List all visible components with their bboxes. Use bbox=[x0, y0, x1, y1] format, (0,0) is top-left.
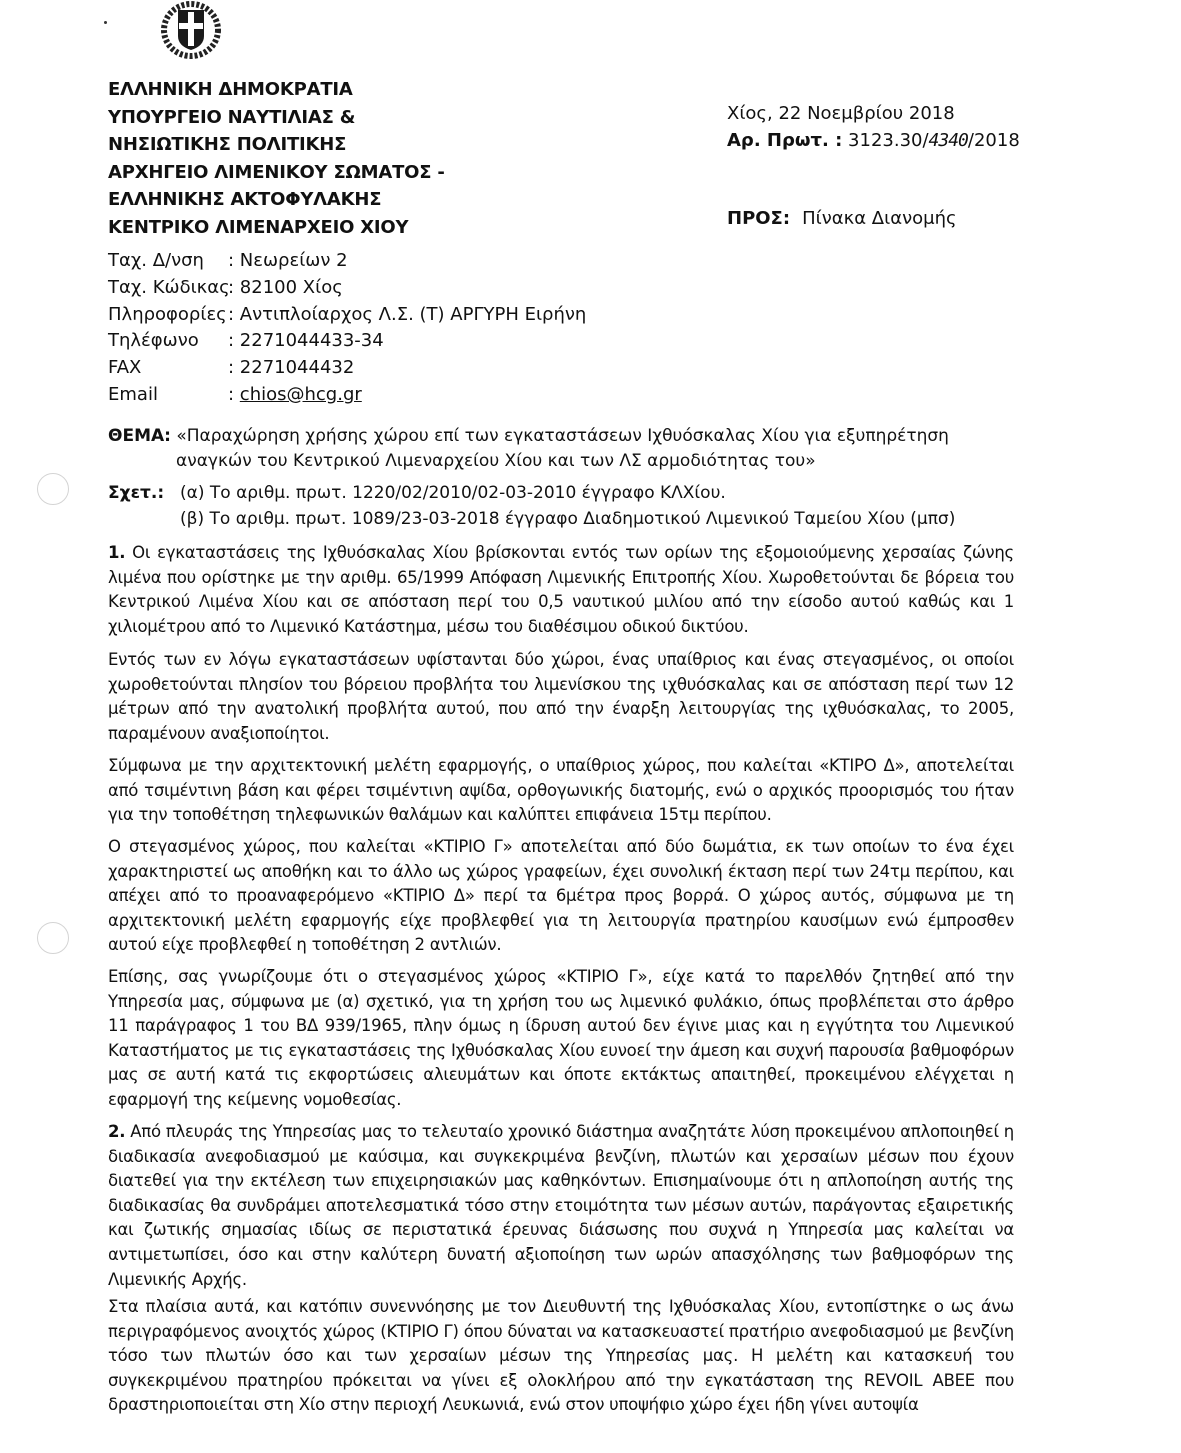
contact-label: FAX bbox=[108, 357, 142, 379]
authority-line: ΚΕΝΤΡΙΚΟ ΛΙΜΕΝΑΡΧΕΙΟ ΧΙΟΥ bbox=[108, 216, 409, 238]
email-link[interactable]: chios@hcg.gr bbox=[239, 383, 362, 405]
place-date: Χίος, 22 Νοεμβρίου 2018 bbox=[727, 103, 955, 124]
punch-hole-mark bbox=[37, 922, 69, 954]
paragraph-text: Εντός των εν λόγω εγκαταστάσεων υφίστανται δύο χώροι, ένας υπαίθριος και ένας στεγασμένος, οι οποίοι χωροθετούνται πλησίον του βόρειου προβλήτα του λιμενίσκου της ιχθυόσκαλας και σε απόσταση περί των 12 μέτρων από την ανατολική προβλήτα αυτού, που από την έναρξη λειτουργίας της ιχθυόσκαλας, το 2005, παραμένουν αναξιοποίητοι. bbox=[108, 650, 1014, 743]
issuing-authority bbox=[108, 76, 445, 241]
paragraph-3 bbox=[108, 754, 1014, 828]
subject-block bbox=[108, 424, 1038, 474]
contact-label: Email bbox=[108, 383, 158, 405]
authority-line: ΕΛΛΗΝΙΚΗΣ ΑΚΤΟΦΥΛΑΚΗΣ bbox=[108, 189, 382, 210]
references-label: Σχετ.: bbox=[108, 483, 165, 503]
scan-speck bbox=[104, 21, 107, 24]
paragraph-4 bbox=[108, 835, 1014, 958]
paragraph-text: Επίσης, σας γνωρίζουμε ότι ο στεγασμένος χώρος «ΚΤΙΡΙΟ Γ», είχε κατά το παρελθόν ζητηθεί από την Υπηρεσία μας, σύμφωνα με (α) σχετικό, για τη χρήση του ως λιμενικό φυλάκιο, όπως προβλέπεται στο άρθρο 11 παράγραφος 1 του ΒΔ 939/1965, πλην όμως η ίδρυση αυτού δεν έγινε μιας και η εγγύτητα του Λιμενικού Καταστήματος με τις εγκαταστάσεις της Ιχθυόσκαλας Χίου ευνοεί την άμεση και συχνή παρουσία βαθμοφόρων μας σε αυτή κατά τις εκφορτώσεις αλιευμάτων και όποτε εκτάκτως απαιτηθεί, προκειμένου ελέγχεται η εφαρμογή της κείμενης νομοθεσίας. bbox=[108, 967, 1014, 1109]
recipient-label: ΠΡΟΣ: bbox=[727, 208, 791, 229]
contact-value: : 2271044432 bbox=[228, 357, 355, 379]
contact-value bbox=[228, 382, 362, 409]
paragraph-text: Στα πλαίσια αυτά, και κατόπιν συνεννόησης με τον Διευθυντή της Ιχθυόσκαλας Χίου, εντοπίστηκε ο ως άνω περιγραφόμενος ανοιχτός χώρος (ΚΤΙΡΙΟ Γ) όπου δύναται να κατασκευαστεί πρατήριο ανεφοδιασμού με βενζίνη τόσο των πλωτών όσο και των χερσαίων μέσων της Υπηρεσίας μας. Η μελέτη και κατασκευή του συγκεκριμένου πρατηρίου πρόκειται να γίνει εξ ολοκλήρου από την εγκατάσταση της REVOIL ΑΒΕΕ που δραστηριοποιείται στη Χίο στην περιοχή Λευκωνιά, ενώ στον υποψήφιο χώρο έχει ήδη γίνει αυτοψία bbox=[108, 1297, 1014, 1415]
contact-row-email bbox=[108, 382, 586, 409]
reference-item: (β) Το αριθμ. πρωτ. 1089/23-03-2018 έγγραφο Διαδημοτικού Λιμενικού Ταμείου Χίου (μπσ) bbox=[180, 509, 956, 529]
subject-text-line1: «Παραχώρηση χρήσης χώρου επί των εγκαταστάσεων Ιχθυόσκαλας Χίου για εξυπηρέτηση bbox=[170, 426, 949, 446]
contact-block bbox=[108, 248, 586, 409]
authority-line: ΥΠΟΥΡΓΕΙΟ ΝΑΥΤΙΛΙΑΣ & bbox=[108, 106, 356, 128]
reference-item: (α) Το αριθμ. πρωτ. 1220/02/2010/02-03-2010 έγγραφο ΚΛΧίου. bbox=[180, 483, 726, 503]
protocol-handwritten-number: 4340 bbox=[928, 130, 968, 151]
paragraph-text: Οι εγκαταστάσεις της Ιχθυόσκαλας Χίου βρίσκονται εντός των ορίων της εξομοιούμενης χερσαίας ζώνης λιμένα που ορίστηκε με την αριθμ. 65/1999 Απόφαση Λιμενικής Επιτροπής Χίου. Χωροθετούνται δε βόρεια του Κεντρικού Λιμένα Χίου και σε απόσταση περί του 0,5 ναυτικού μιλίου από την είσοδο αυτού καθώς και 1 χιλιομέτρου από το Λιμενικό Κατάστημα, μέσω του διαθέσιμου οδικού δικτύου. bbox=[108, 543, 1014, 636]
punch-hole-mark bbox=[37, 473, 69, 505]
paragraph-text: Ο στεγασμένος χώρος, που καλείται «ΚΤΙΡΙΟ Γ» αποτελείται από δύο δωμάτια, εκ των οποίων το ένα έχει χαρακτηριστεί ως αποθήκη και το άλλο ως χώρος γραφείων, έχει συνολική έκταση περί των 24τμ περίπου, και απέχει από το προαναφερόμενο «ΚΤΙΡΙΟ Δ» περί τα 6μέτρα προς βορρά. Ο χώρος αυτός, σύμφωνα με τη αρχιτεκτονική μελέτη εφαρμογής είχε προβλεφθεί για τη λειτουργία πρατηρίου καυσίμων ενώ έμπροσθεν αυτού είχε προβλεφθεί η τοποθέτηση 2 αντλιών. bbox=[108, 837, 1014, 955]
protocol-prefix: 3123.30/ bbox=[842, 130, 929, 151]
contact-value: : 82100 Χίος bbox=[228, 276, 343, 298]
references-block bbox=[108, 480, 1058, 532]
contact-value: : Αντιπλοίαρχος Λ.Σ. (Τ) ΑΡΓΥΡΗ Ειρήνη bbox=[228, 303, 587, 325]
contact-row-info bbox=[108, 302, 586, 329]
contact-row-fax bbox=[108, 355, 586, 382]
email-prefix: : bbox=[228, 383, 240, 405]
contact-label: Ταχ. Κώδικας bbox=[108, 276, 230, 298]
paragraph-text: Σύμφωνα με την αρχιτεκτονική μελέτη εφαρμογής, ο υπαίθριος χώρος, που καλείται «ΚΤΙΡΟ Δ», αποτελείται από τσιμέντινη βάση και φέρει τσιμέντινη αψίδα, ορθογωνικής διατομής, ενώ ο αρχικός προορισμός του ήταν για την τοποθέτηση τηλεφωνικών θαλάμων και καλύπτει επιφάνεια 15τμ περίπου. bbox=[108, 756, 1014, 825]
greek-state-emblem-icon bbox=[158, 0, 224, 60]
authority-line: ΑΡΧΗΓΕΙΟ ΛΙΜΕΝΙΚΟΥ ΣΩΜΑΤΟΣ - bbox=[108, 161, 445, 183]
contact-row-phone bbox=[108, 328, 586, 355]
section-number: 1. bbox=[108, 543, 126, 562]
protocol-label: Αρ. Πρωτ. : bbox=[727, 130, 843, 151]
contact-row-address bbox=[108, 248, 586, 275]
subject-label: ΘΕΜΑ: bbox=[108, 426, 171, 446]
authority-line: ΝΗΣΙΩΤΙΚΗΣ ΠΟΛΙΤΙΚΗΣ bbox=[108, 134, 347, 155]
protocol-suffix: /2018 bbox=[967, 130, 1020, 151]
paragraph-text: Από πλευράς της Υπηρεσίας μας το τελευταίο χρονικό διάστημα αναζητάτε λύση προκειμένου απλοποιηθεί η διαδικασία ανεφοδιασμού με καύσιμα, και συγκεκριμένα βενζίνη, πλωτών και χερσαίων μέσων που έχουν διατεθεί για την εκτέλεση των επιχειρησιακών μας καθηκόντων. Επισημαίνουμε ότι η απλοποίηση αυτής της διαδικασίας θα συνδράμει αποτελεσματικά τόσο στην ετοιμότητα των μέσων αυτών, παράγοντας εξαιρετικής και ζωτικής σημασίας ιδίως σε περιστατικά έρευνας διάσωσης που συχνά η Υπηρεσία μας καλείται να αντιμετωπίσει, όσο και στην καλύτερη δυνατή αξιοποίηση των ωρών απασχόλησης των βαθμοφόρων της Λιμενικής Αρχής. bbox=[108, 1122, 1014, 1289]
recipient bbox=[727, 208, 957, 229]
contact-label: Ταχ. Δ/νση bbox=[108, 250, 204, 271]
paragraph-2 bbox=[108, 648, 1014, 746]
paragraph-6 bbox=[108, 1120, 1014, 1292]
authority-line: ΕΛΛΗΝΙΚΗ ΔΗΜΟΚΡΑΤΙΑ bbox=[108, 79, 353, 100]
contact-label: Πληροφορίες bbox=[108, 303, 227, 325]
recipient-value: Πίνακα Διανομής bbox=[802, 208, 957, 229]
contact-row-postcode bbox=[108, 275, 586, 302]
paragraph-5 bbox=[108, 965, 1014, 1113]
contact-value: : 2271044433-34 bbox=[228, 330, 384, 352]
document-meta bbox=[727, 100, 1020, 154]
paragraph-7 bbox=[108, 1295, 1014, 1418]
protocol-number bbox=[727, 127, 1020, 154]
paragraph-1 bbox=[108, 541, 1014, 639]
section-number: 2. bbox=[108, 1122, 126, 1141]
contact-value: : Νεωρείων 2 bbox=[228, 250, 348, 271]
subject-text-line2: αναγκών του Κεντρικού Λιμεναρχείου Χίου και των ΛΣ αρμοδιότητας του» bbox=[176, 451, 816, 471]
contact-label: Τηλέφωνο bbox=[108, 330, 199, 352]
